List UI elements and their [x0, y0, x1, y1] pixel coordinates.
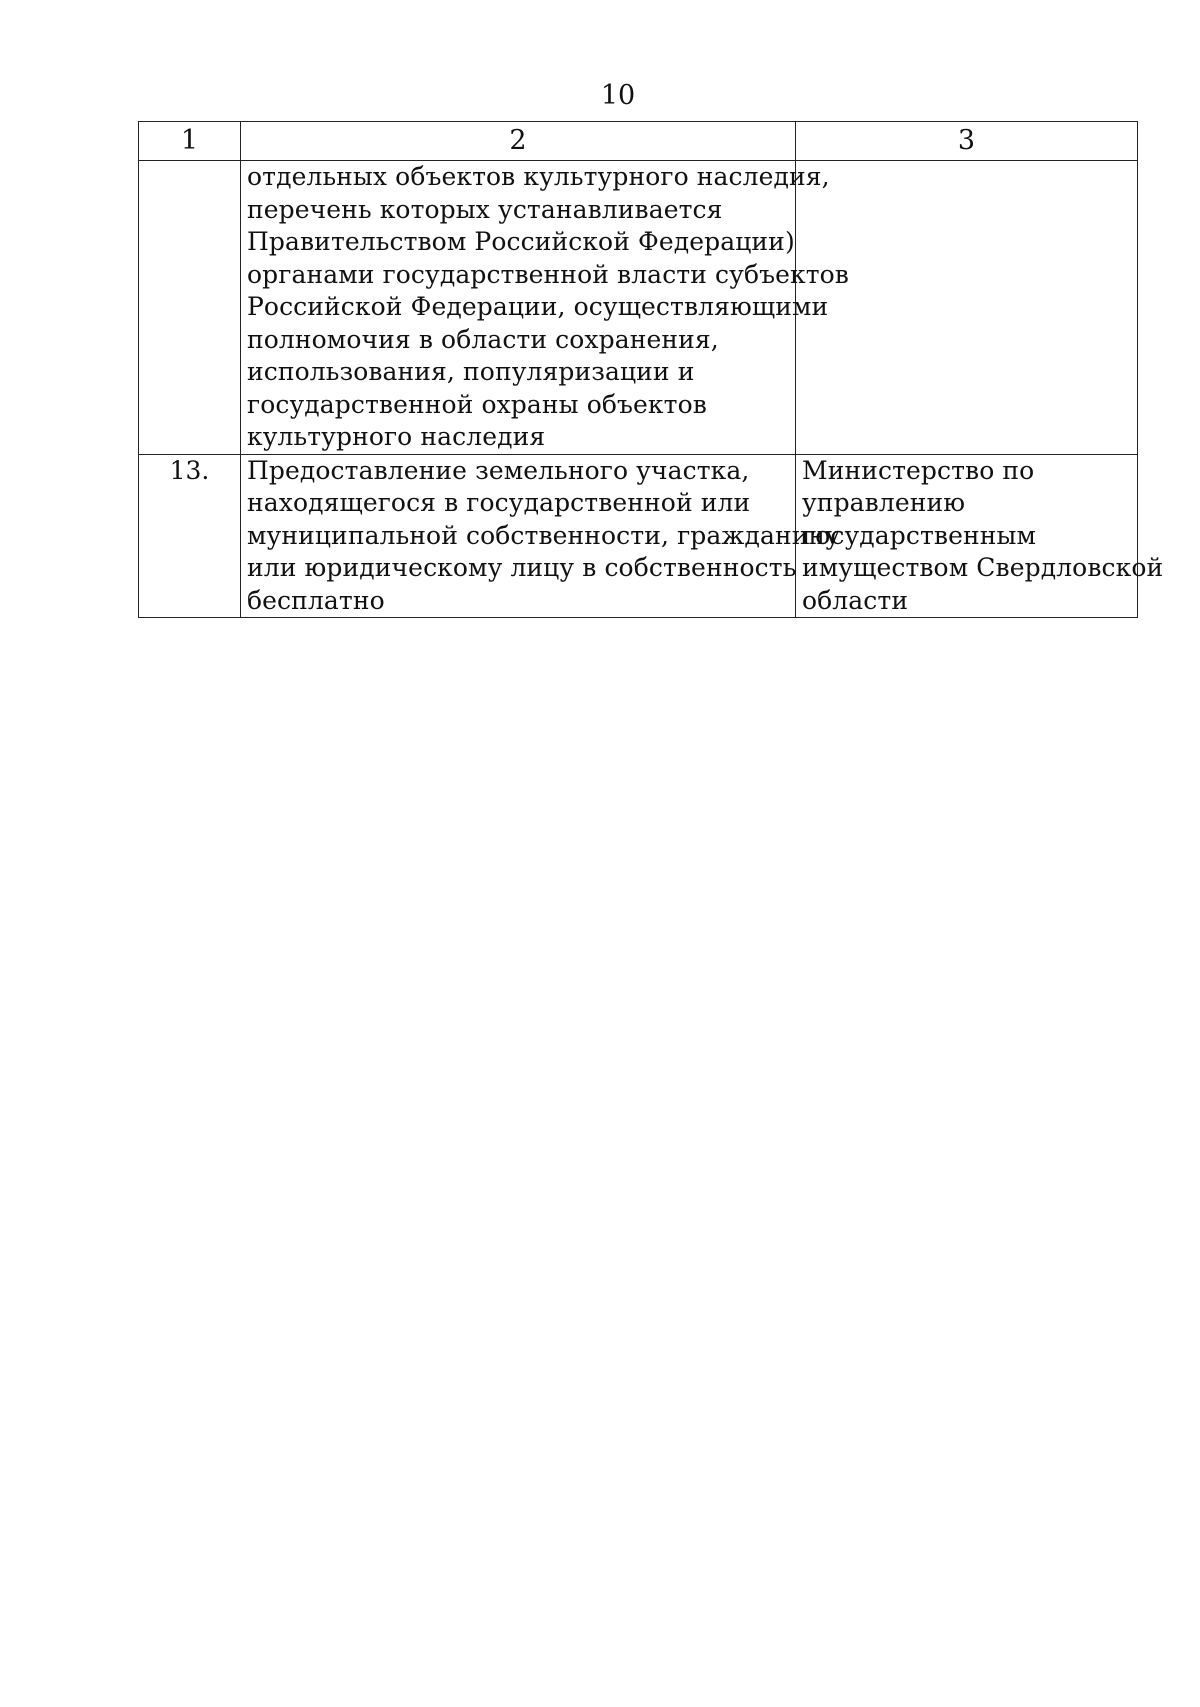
description-line: государственной охраны объектов — [247, 389, 707, 419]
description-line: находящегося в государственной или — [247, 488, 751, 517]
responsible-authority — [796, 454, 1164, 618]
row-number: 13. — [139, 454, 241, 618]
authority-line: государственным — [802, 520, 1037, 550]
service-description — [241, 454, 841, 618]
description-line: полномочия в области сохранения, — [247, 324, 719, 354]
description-line: отдельных объектов культурного наследия, — [247, 162, 830, 191]
page-number: 10 — [600, 80, 636, 111]
description-line: Российской Федерации, осуществляющими — [247, 292, 829, 321]
description-line: бесплатно — [247, 585, 385, 615]
row-number — [139, 161, 241, 455]
column-header-1: 1 — [139, 122, 241, 161]
description-line: или юридическому лицу в собственность — [247, 553, 797, 582]
table-row — [139, 161, 1138, 455]
column-header-3: 3 — [796, 122, 1138, 161]
services-table — [138, 121, 1164, 618]
description-line: культурного наследия — [247, 422, 546, 451]
authority-line: имуществом Свердловской — [802, 553, 1164, 582]
authority-line: управлению — [802, 488, 966, 517]
description-line: Правительством Российской Федерации) — [247, 227, 795, 256]
description-line: Предоставление земельного участка, — [247, 455, 750, 485]
description-line: перечень которых устанавливается — [247, 194, 723, 224]
column-header-2: 2 — [241, 122, 796, 161]
service-description — [241, 161, 849, 455]
authority-line: области — [802, 585, 909, 615]
description-line: органами государственной власти субъектов — [247, 259, 849, 289]
table-row — [139, 454, 1138, 618]
responsible-authority — [796, 161, 1138, 455]
description-line: муниципальной собственности, гражданину — [247, 520, 841, 550]
table-header-row — [139, 122, 1138, 161]
authority-line: Министерство по — [802, 455, 1035, 485]
description-line: использования, популяризации и — [247, 357, 695, 386]
